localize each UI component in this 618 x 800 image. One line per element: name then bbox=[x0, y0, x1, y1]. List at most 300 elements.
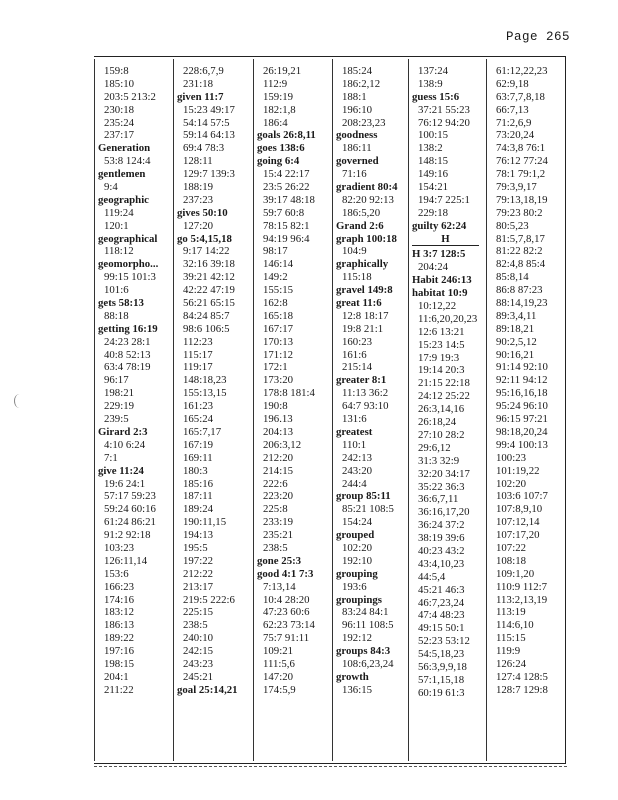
index-reference: 63:7,7,8,18 bbox=[496, 90, 545, 103]
index-reference: 32:20 34:17 bbox=[418, 467, 470, 480]
index-reference: 95:24 96:10 bbox=[496, 400, 548, 413]
index-reference: 215:14 bbox=[342, 361, 372, 374]
index-reference: 36:24 37:2 bbox=[418, 519, 465, 532]
index-reference: 7:13,14 bbox=[263, 580, 296, 593]
index-reference: 189:22 bbox=[104, 632, 134, 645]
index-reference: 183:12 bbox=[104, 606, 134, 619]
index-reference: 212:22 bbox=[183, 567, 213, 580]
index-reference: 36:6,7,11 bbox=[418, 493, 459, 506]
index-reference: 204:1 bbox=[104, 670, 129, 683]
index-reference: 194:7 225:1 bbox=[418, 193, 470, 206]
word-index-table bbox=[94, 56, 566, 764]
index-reference: 194:13 bbox=[183, 529, 213, 542]
index-reference: 19:8 21:1 bbox=[342, 322, 384, 335]
index-reference: 37:21 55:23 bbox=[418, 103, 470, 116]
index-term: group 85:11 bbox=[336, 490, 391, 503]
index-reference: 231:18 bbox=[183, 77, 213, 90]
index-reference: 109:21 bbox=[263, 645, 293, 658]
index-reference: 57:17 59:23 bbox=[104, 490, 156, 503]
index-reference: 186:5,20 bbox=[342, 206, 381, 219]
index-reference: 39:17 48:18 bbox=[263, 193, 315, 206]
index-reference: 230:18 bbox=[104, 103, 134, 116]
index-reference: 109:1,20 bbox=[496, 567, 535, 580]
index-reference: 38:19 39:6 bbox=[418, 532, 465, 545]
index-reference: 192:12 bbox=[342, 632, 372, 645]
index-reference: 192:10 bbox=[342, 554, 372, 567]
index-reference: 26:19,21 bbox=[263, 65, 302, 77]
index-reference: 128:7 129:8 bbox=[496, 683, 548, 696]
index-term: give 11:24 bbox=[98, 464, 144, 477]
index-term: geomorpho... bbox=[98, 258, 159, 271]
index-reference: 174:5,9 bbox=[263, 683, 296, 696]
index-reference: 131:6 bbox=[342, 413, 367, 426]
index-reference: 100:15 bbox=[418, 129, 448, 142]
index-reference: 78:15 82:1 bbox=[263, 219, 310, 232]
index-reference: 56:21 65:15 bbox=[183, 297, 235, 310]
index-reference: 98:17 bbox=[263, 245, 288, 258]
index-reference: 40:23 43:2 bbox=[418, 544, 465, 557]
index-reference: 66:7,13 bbox=[496, 103, 529, 116]
index-reference: 193:6 bbox=[342, 580, 367, 593]
index-term: go 5:4,15,18 bbox=[177, 232, 232, 245]
index-reference: 182:1,8 bbox=[263, 103, 296, 116]
index-term: gentlemen bbox=[98, 168, 146, 181]
index-term: grouping bbox=[336, 567, 378, 580]
index-reference: 91:2 92:18 bbox=[104, 529, 151, 542]
index-reference: 90:16,21 bbox=[496, 348, 535, 361]
index-reference: 159:8 bbox=[104, 65, 129, 77]
index-reference: 76:12 77:24 bbox=[496, 155, 548, 168]
index-reference: 44:5,4 bbox=[418, 570, 446, 583]
index-reference: 31:3 32:9 bbox=[418, 454, 460, 467]
index-reference: 110:1 bbox=[342, 438, 367, 451]
index-reference: 45:21 46:3 bbox=[418, 583, 465, 596]
index-reference: 85:21 108:5 bbox=[342, 503, 394, 516]
index-reference: 82:20 92:13 bbox=[342, 193, 394, 206]
index-reference: 127:4 128:5 bbox=[496, 670, 548, 683]
index-reference: 148:15 bbox=[418, 155, 448, 168]
index-reference: 89:18,21 bbox=[496, 322, 535, 335]
index-reference: 71:16 bbox=[342, 168, 367, 181]
index-reference: 196:10 bbox=[342, 103, 372, 116]
index-reference: 56:3,9,9,18 bbox=[418, 660, 467, 673]
index-reference: 100:23 bbox=[496, 451, 526, 464]
index-reference: 237:17 bbox=[104, 129, 134, 142]
index-reference: 61:12,22,23 bbox=[496, 65, 548, 77]
index-reference: 162:8 bbox=[263, 297, 288, 310]
index-reference: 24:12 25:22 bbox=[418, 390, 470, 403]
index-reference: 59:14 64:13 bbox=[183, 129, 235, 142]
index-reference: 85:8,14 bbox=[496, 271, 529, 284]
index-reference: 185:24 bbox=[342, 65, 372, 77]
index-reference: 60:19 61:3 bbox=[418, 686, 465, 699]
index-column-5 bbox=[412, 65, 485, 757]
index-reference: 23:5 26:22 bbox=[263, 181, 310, 194]
index-reference: 79:23 80:2 bbox=[496, 206, 543, 219]
index-reference: 15:23 14:5 bbox=[418, 338, 465, 351]
index-reference: 94:19 96:4 bbox=[263, 232, 310, 245]
index-reference: 242:13 bbox=[342, 451, 372, 464]
index-reference: 27:10 28:2 bbox=[418, 428, 465, 441]
index-term: graphically bbox=[336, 258, 389, 271]
index-reference: 187:11 bbox=[183, 490, 213, 503]
index-reference: 74:3,8 76:1 bbox=[496, 142, 546, 155]
index-reference: 54:5,18,23 bbox=[418, 648, 465, 661]
index-term: gradient 80:4 bbox=[336, 181, 398, 194]
index-reference: 101:6 bbox=[104, 284, 129, 297]
index-reference: 98:6 106:5 bbox=[183, 322, 230, 335]
index-reference: 42:22 47:19 bbox=[183, 284, 235, 297]
index-reference: 243:20 bbox=[342, 464, 372, 477]
index-reference: 172:1 bbox=[263, 361, 288, 374]
index-reference: 79:3,9,17 bbox=[496, 181, 537, 194]
index-reference: 11:13 36:2 bbox=[342, 387, 389, 400]
index-reference: 204:13 bbox=[263, 425, 293, 438]
index-reference: 47:23 60:6 bbox=[263, 606, 310, 619]
index-reference: 197:22 bbox=[183, 554, 213, 567]
index-reference: 160:23 bbox=[342, 335, 372, 348]
index-reference: 214:15 bbox=[263, 464, 293, 477]
index-reference: 57:1,15,18 bbox=[418, 673, 465, 686]
index-reference: 86:8 87:23 bbox=[496, 284, 543, 297]
index-term: geographic bbox=[98, 193, 149, 206]
index-reference: 62:9,18 bbox=[496, 77, 529, 90]
index-reference: 96:15 97:21 bbox=[496, 413, 548, 426]
index-term: guess 15:6 bbox=[412, 90, 460, 103]
index-reference: 115:15 bbox=[496, 632, 526, 645]
index-reference: 26:3,14,16 bbox=[418, 403, 465, 416]
section-letter: H bbox=[412, 233, 479, 247]
index-reference: 167:19 bbox=[183, 438, 213, 451]
index-reference: 237:23 bbox=[183, 193, 213, 206]
index-reference: 11:6,20,20,23 bbox=[418, 312, 478, 325]
index-reference: 75:7 91:11 bbox=[263, 632, 310, 645]
index-reference: 120:1 bbox=[104, 219, 129, 232]
index-reference: 153:6 bbox=[104, 567, 129, 580]
index-reference: 165:7,17 bbox=[183, 425, 222, 438]
index-reference: 239:5 bbox=[104, 413, 129, 426]
index-reference: 208:23,23 bbox=[342, 116, 386, 129]
index-reference: 155:13,15 bbox=[183, 387, 227, 400]
index-reference: 161:6 bbox=[342, 348, 367, 361]
index-reference: 103:6 107:7 bbox=[496, 490, 548, 503]
index-reference: 190:11,15 bbox=[183, 516, 227, 529]
index-column-4 bbox=[336, 65, 407, 757]
index-reference: 102:20 bbox=[342, 541, 372, 554]
index-term: given 11:7 bbox=[177, 90, 224, 103]
index-reference: 204:24 bbox=[418, 261, 448, 274]
index-reference: 159:19 bbox=[263, 90, 293, 103]
index-reference: 148:18,23 bbox=[183, 374, 227, 387]
index-reference: 138:9 bbox=[418, 77, 443, 90]
index-reference: 240:10 bbox=[183, 632, 213, 645]
index-reference: 61:24 86:21 bbox=[104, 516, 156, 529]
index-reference: 102:20 bbox=[496, 477, 526, 490]
index-reference: 154:24 bbox=[342, 516, 372, 529]
index-reference: 243:23 bbox=[183, 657, 213, 670]
index-reference: 197:16 bbox=[104, 645, 134, 658]
index-reference: 9:17 14:22 bbox=[183, 245, 230, 258]
index-term: grouped bbox=[336, 529, 375, 542]
index-reference: 245:21 bbox=[183, 670, 213, 683]
index-reference: 154:21 bbox=[418, 181, 448, 194]
index-reference: 59:24 60:16 bbox=[104, 503, 156, 516]
index-reference: 186:11 bbox=[342, 142, 372, 155]
index-reference: 83:24 84:1 bbox=[342, 606, 389, 619]
index-reference: 108:6,23,24 bbox=[342, 657, 394, 670]
index-reference: 189:24 bbox=[183, 503, 213, 516]
index-reference: 195:5 bbox=[183, 541, 208, 554]
index-reference: 161:23 bbox=[183, 400, 213, 413]
index-reference: 174:16 bbox=[104, 593, 134, 606]
index-reference: 238:5 bbox=[263, 541, 288, 554]
index-reference: 170:13 bbox=[263, 335, 293, 348]
index-reference: 119:24 bbox=[104, 206, 134, 219]
index-reference: 88:18 bbox=[104, 309, 129, 322]
index-reference: 115:17 bbox=[183, 348, 213, 361]
index-reference: 149:2 bbox=[263, 271, 288, 284]
column-rule bbox=[173, 59, 174, 761]
index-reference: 136:15 bbox=[342, 683, 372, 696]
index-reference: 235:24 bbox=[104, 116, 134, 129]
index-reference: 84:24 85:7 bbox=[183, 309, 230, 322]
index-reference: 35:22 36:3 bbox=[418, 480, 465, 493]
index-reference: 92:11 94:12 bbox=[496, 374, 548, 387]
index-reference: 212:20 bbox=[263, 451, 293, 464]
index-reference: 69:4 78:3 bbox=[183, 142, 225, 155]
index-reference: 188:1 bbox=[342, 90, 367, 103]
index-reference: 82:4,8 85:4 bbox=[496, 258, 546, 271]
index-reference: 103:23 bbox=[104, 541, 134, 554]
index-reference: 24:23 28:1 bbox=[104, 335, 151, 348]
index-reference: 146:14 bbox=[263, 258, 293, 271]
index-reference: 186:2,12 bbox=[342, 77, 381, 90]
index-reference: 203:5 213:2 bbox=[104, 90, 156, 103]
index-reference: 99:4 100:13 bbox=[496, 438, 548, 451]
index-reference: 128:11 bbox=[183, 155, 213, 168]
index-reference: 10:12,22 bbox=[418, 300, 457, 313]
index-reference: 235:21 bbox=[263, 529, 293, 542]
index-reference: 115:18 bbox=[342, 271, 372, 284]
index-reference: 36:16,17,20 bbox=[418, 506, 470, 519]
index-term: Generation bbox=[98, 142, 151, 155]
index-term: gives 50:10 bbox=[177, 206, 228, 219]
index-term: governed bbox=[336, 155, 379, 168]
index-reference: 127:20 bbox=[183, 219, 213, 232]
index-reference: 40:8 52:13 bbox=[104, 348, 151, 361]
index-reference: 107:8,9,10 bbox=[496, 503, 543, 516]
index-term: good 4:1 7:3 bbox=[257, 567, 314, 580]
index-column-3 bbox=[257, 65, 331, 757]
index-reference: 76:12 94:20 bbox=[418, 116, 470, 129]
index-reference: 198:15 bbox=[104, 657, 134, 670]
index-reference: 126:24 bbox=[496, 657, 526, 670]
index-reference: 166:23 bbox=[104, 580, 134, 593]
index-reference: 12:6 13:21 bbox=[418, 325, 465, 338]
index-reference: 178:8 181:4 bbox=[263, 387, 315, 400]
index-reference: 80:5,23 bbox=[496, 219, 529, 232]
index-term: H 3:7 128:5 bbox=[412, 248, 466, 261]
index-reference: 118:12 bbox=[104, 245, 134, 258]
column-rule bbox=[486, 59, 487, 761]
index-reference: 149:16 bbox=[418, 168, 448, 181]
index-reference: 29:6,12 bbox=[418, 441, 451, 454]
index-reference: 198:21 bbox=[104, 387, 134, 400]
index-reference: 12:8 18:17 bbox=[342, 309, 389, 322]
index-reference: 54:14 57:5 bbox=[183, 116, 230, 129]
index-reference: 53:8 124:4 bbox=[104, 155, 151, 168]
index-term: Girard 2:3 bbox=[98, 425, 148, 438]
index-reference: 96:17 bbox=[104, 374, 129, 387]
index-reference: 185:10 bbox=[104, 77, 134, 90]
index-reference: 190:8 bbox=[263, 400, 288, 413]
index-reference: 113:19 bbox=[496, 606, 526, 619]
index-reference: 242:15 bbox=[183, 645, 213, 658]
index-reference: 101:19,22 bbox=[496, 464, 540, 477]
index-term: goes 138:6 bbox=[257, 142, 305, 155]
index-reference: 108:18 bbox=[496, 554, 526, 567]
index-reference: 78:1 79:1,2 bbox=[496, 168, 546, 181]
index-reference: 225:8 bbox=[263, 503, 288, 516]
index-reference: 112:9 bbox=[263, 77, 288, 90]
index-reference: 167:17 bbox=[263, 322, 293, 335]
index-reference: 32:16 39:18 bbox=[183, 258, 235, 271]
index-reference: 147:20 bbox=[263, 670, 293, 683]
index-reference: 49:15 50:1 bbox=[418, 622, 465, 635]
column-rule bbox=[253, 59, 254, 761]
index-reference: 104:9 bbox=[342, 245, 367, 258]
index-reference: 126:11,14 bbox=[104, 554, 148, 567]
index-reference: 111:5,6 bbox=[263, 657, 295, 670]
index-term: groupings bbox=[336, 593, 383, 606]
index-reference: 185:16 bbox=[183, 477, 213, 490]
index-reference: 98:18,20,24 bbox=[496, 425, 548, 438]
index-term: greatest bbox=[336, 425, 373, 438]
index-reference: 137:24 bbox=[418, 65, 448, 77]
column-rule bbox=[94, 59, 95, 761]
index-reference: 107:17,20 bbox=[496, 529, 540, 542]
index-reference: 223:20 bbox=[263, 490, 293, 503]
index-column-1 bbox=[98, 65, 172, 757]
index-reference: 213:17 bbox=[183, 580, 213, 593]
index-reference: 96:11 108:5 bbox=[342, 619, 394, 632]
index-reference: 114:6,10 bbox=[496, 619, 534, 632]
index-reference: 186:4 bbox=[263, 116, 288, 129]
index-reference: 10:4 28:20 bbox=[263, 593, 310, 606]
index-reference: 112:23 bbox=[183, 335, 213, 348]
index-reference: 229:19 bbox=[104, 400, 134, 413]
index-reference: 211:22 bbox=[104, 683, 134, 696]
index-reference: 19:6 24:1 bbox=[104, 477, 146, 490]
page-number: Page 265 bbox=[505, 30, 570, 44]
index-term: greater 8:1 bbox=[336, 374, 387, 387]
index-reference: 180:3 bbox=[183, 464, 208, 477]
index-reference: 229:18 bbox=[418, 206, 448, 219]
index-term: guilty 62:24 bbox=[412, 219, 467, 232]
index-reference: 7:1 bbox=[104, 451, 118, 464]
index-reference: 43:4,10,23 bbox=[418, 557, 465, 570]
index-reference: 71:2,6,9 bbox=[496, 116, 532, 129]
index-reference: 91:14 92:10 bbox=[496, 361, 548, 374]
index-reference: 19:14 20:3 bbox=[418, 364, 465, 377]
index-reference: 89:3,4,11 bbox=[496, 309, 537, 322]
index-term: growth bbox=[336, 670, 369, 683]
index-reference: 165:24 bbox=[183, 413, 213, 426]
index-reference: 15:4 22:17 bbox=[263, 168, 310, 181]
column-rule bbox=[332, 59, 333, 761]
index-term: geographical bbox=[98, 232, 158, 245]
index-term: goal 25:14,21 bbox=[177, 683, 238, 696]
index-reference: 26:18,24 bbox=[418, 416, 457, 429]
index-reference: 238:5 bbox=[183, 619, 208, 632]
index-reference: 228:6,7,9 bbox=[183, 65, 224, 77]
index-reference: 47:4 48:23 bbox=[418, 609, 465, 622]
index-reference: 52:23 53:12 bbox=[418, 635, 470, 648]
index-term: gone 25:3 bbox=[257, 554, 302, 567]
index-reference: 64:7 93:10 bbox=[342, 400, 389, 413]
index-reference: 119:9 bbox=[496, 645, 521, 658]
index-reference: 15:23 49:17 bbox=[183, 103, 235, 116]
index-reference: 17:9 19:3 bbox=[418, 351, 460, 364]
index-reference: 155:15 bbox=[263, 284, 293, 297]
index-reference: 225:15 bbox=[183, 606, 213, 619]
index-reference: 196.13 bbox=[263, 413, 293, 426]
index-reference: 88:14,19,23 bbox=[496, 297, 548, 310]
punch-hole-mark bbox=[14, 394, 25, 408]
index-term: goodness bbox=[336, 129, 378, 142]
index-reference: 107:22 bbox=[496, 541, 526, 554]
index-reference: 110:9 112:7 bbox=[496, 580, 548, 593]
index-term: getting 16:19 bbox=[98, 322, 158, 335]
index-term: Habit 246:13 bbox=[412, 274, 472, 287]
index-reference: 244:4 bbox=[342, 477, 367, 490]
index-reference: 62:23 73:14 bbox=[263, 619, 315, 632]
index-reference: 233:19 bbox=[263, 516, 293, 529]
index-reference: 129:7 139:3 bbox=[183, 168, 235, 181]
index-reference: 90:2,5,12 bbox=[496, 335, 537, 348]
index-reference: 81:22 82:2 bbox=[496, 245, 543, 258]
index-term: gets 58:13 bbox=[98, 297, 144, 310]
index-reference: 138:2 bbox=[418, 142, 443, 155]
index-reference: 63:4 78:19 bbox=[104, 361, 151, 374]
index-reference: 73:20,24 bbox=[496, 129, 535, 142]
index-reference: 222:6 bbox=[263, 477, 288, 490]
index-reference: 173:20 bbox=[263, 374, 293, 387]
index-term: groups 84:3 bbox=[336, 645, 391, 658]
index-term: goals 26:8,11 bbox=[257, 129, 316, 142]
index-term: great 11:6 bbox=[336, 297, 382, 310]
index-reference: 9:4 bbox=[104, 181, 118, 194]
index-reference: 99:15 101:3 bbox=[104, 271, 156, 284]
index-reference: 39:21 42:12 bbox=[183, 271, 235, 284]
index-reference: 165:18 bbox=[263, 309, 293, 322]
index-reference: 119:17 bbox=[183, 361, 213, 374]
index-column-6 bbox=[490, 65, 564, 757]
index-term: gravel 149:8 bbox=[336, 284, 393, 297]
index-reference: 59:7 60:8 bbox=[263, 206, 305, 219]
index-reference: 186:13 bbox=[104, 619, 134, 632]
index-reference: 46:7,23,24 bbox=[418, 596, 465, 609]
index-term: habitat 10:9 bbox=[412, 287, 468, 300]
index-reference: 206:3,12 bbox=[263, 438, 302, 451]
index-reference: 81:5,7,8,17 bbox=[496, 232, 545, 245]
column-rule bbox=[408, 59, 409, 761]
index-reference: 113:2,13,19 bbox=[496, 593, 548, 606]
index-column-2 bbox=[177, 65, 252, 757]
index-reference: 107:12,14 bbox=[496, 516, 540, 529]
index-reference: 4:10 6:24 bbox=[104, 438, 146, 451]
index-term: Grand 2:6 bbox=[336, 219, 384, 232]
